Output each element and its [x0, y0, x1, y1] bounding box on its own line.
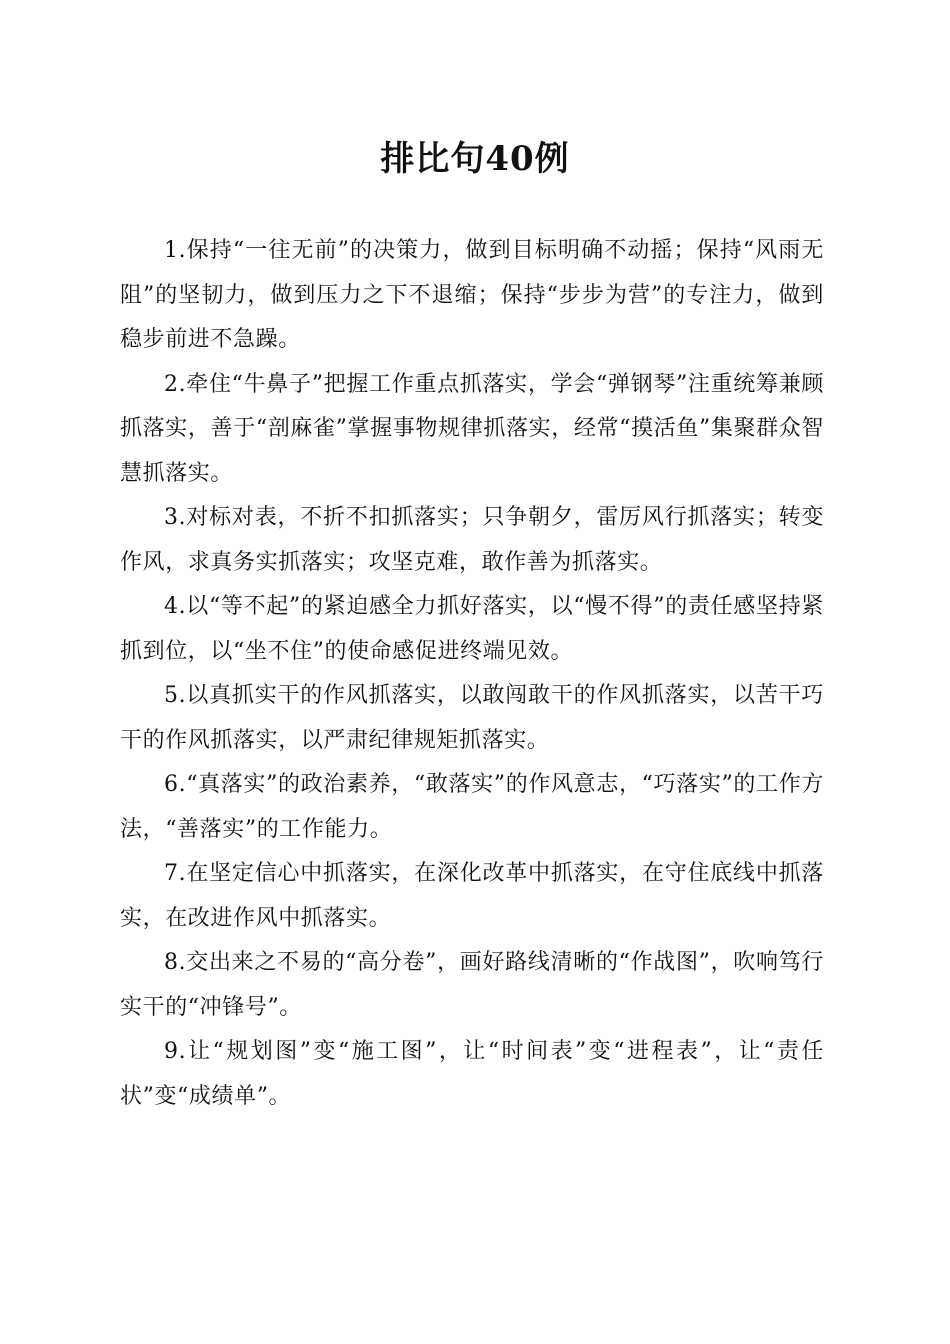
paragraph-6: 6.“真落实”的政治素养，“敢落实”的作风意志，“巧落实”的工作方法，“善落实”的工作能力。	[120, 772, 824, 842]
paragraph-1: 1.保持“一往无前”的决策力，做到目标明确不动摇；保持“风雨无阻”的坚韧力，做到压力之下不退缩；保持“步步为营”的专注力，做到稳步前进不急躁。	[120, 238, 824, 352]
paragraph-7: 7.在坚定信心中抓落实，在深化改革中抓落实，在守住底线中抓落实，在改进作风中抓落实。	[120, 861, 824, 931]
paragraph-8: 8.交出来之不易的“高分卷”，画好路线清晰的“作战图”，吹响笃行实干的“冲锋号”。	[120, 950, 824, 1020]
document-title: 排比句40例	[380, 139, 570, 179]
paragraph-3: 3.对标对表，不折不扣抓落实；只争朝夕，雷厉风行抓落实；转变作风，求真务实抓落实；攻坚克难，敢作善为抓落实。	[120, 505, 824, 575]
paragraph-2: 2.牵住“牛鼻子”把握工作重点抓落实，学会“弹钢琴”注重统筹兼顾抓落实，善于“剖麻雀”掌握事物规律抓落实，经常“摸活鱼”集聚群众智慧抓落实。	[120, 371, 824, 486]
paragraph-5: 5.以真抓实干的作风抓落实，以敢闯敢干的作风抓落实，以苦干巧干的作风抓落实，以严肃纪律规矩抓落实。	[120, 683, 824, 753]
paragraph-9: 9.让“规划图”变“施工图”，让“时间表”变“进程表”，让“责任状”变“成绩单”。	[120, 1039, 824, 1109]
paragraph-4: 4.以“等不起”的紧迫感全力抓好落实，以“慢不得”的责任感坚持紧抓到位，以“坐不住”的使命感促进终端见效。	[120, 594, 824, 664]
document-body	[120, 229, 824, 1119]
